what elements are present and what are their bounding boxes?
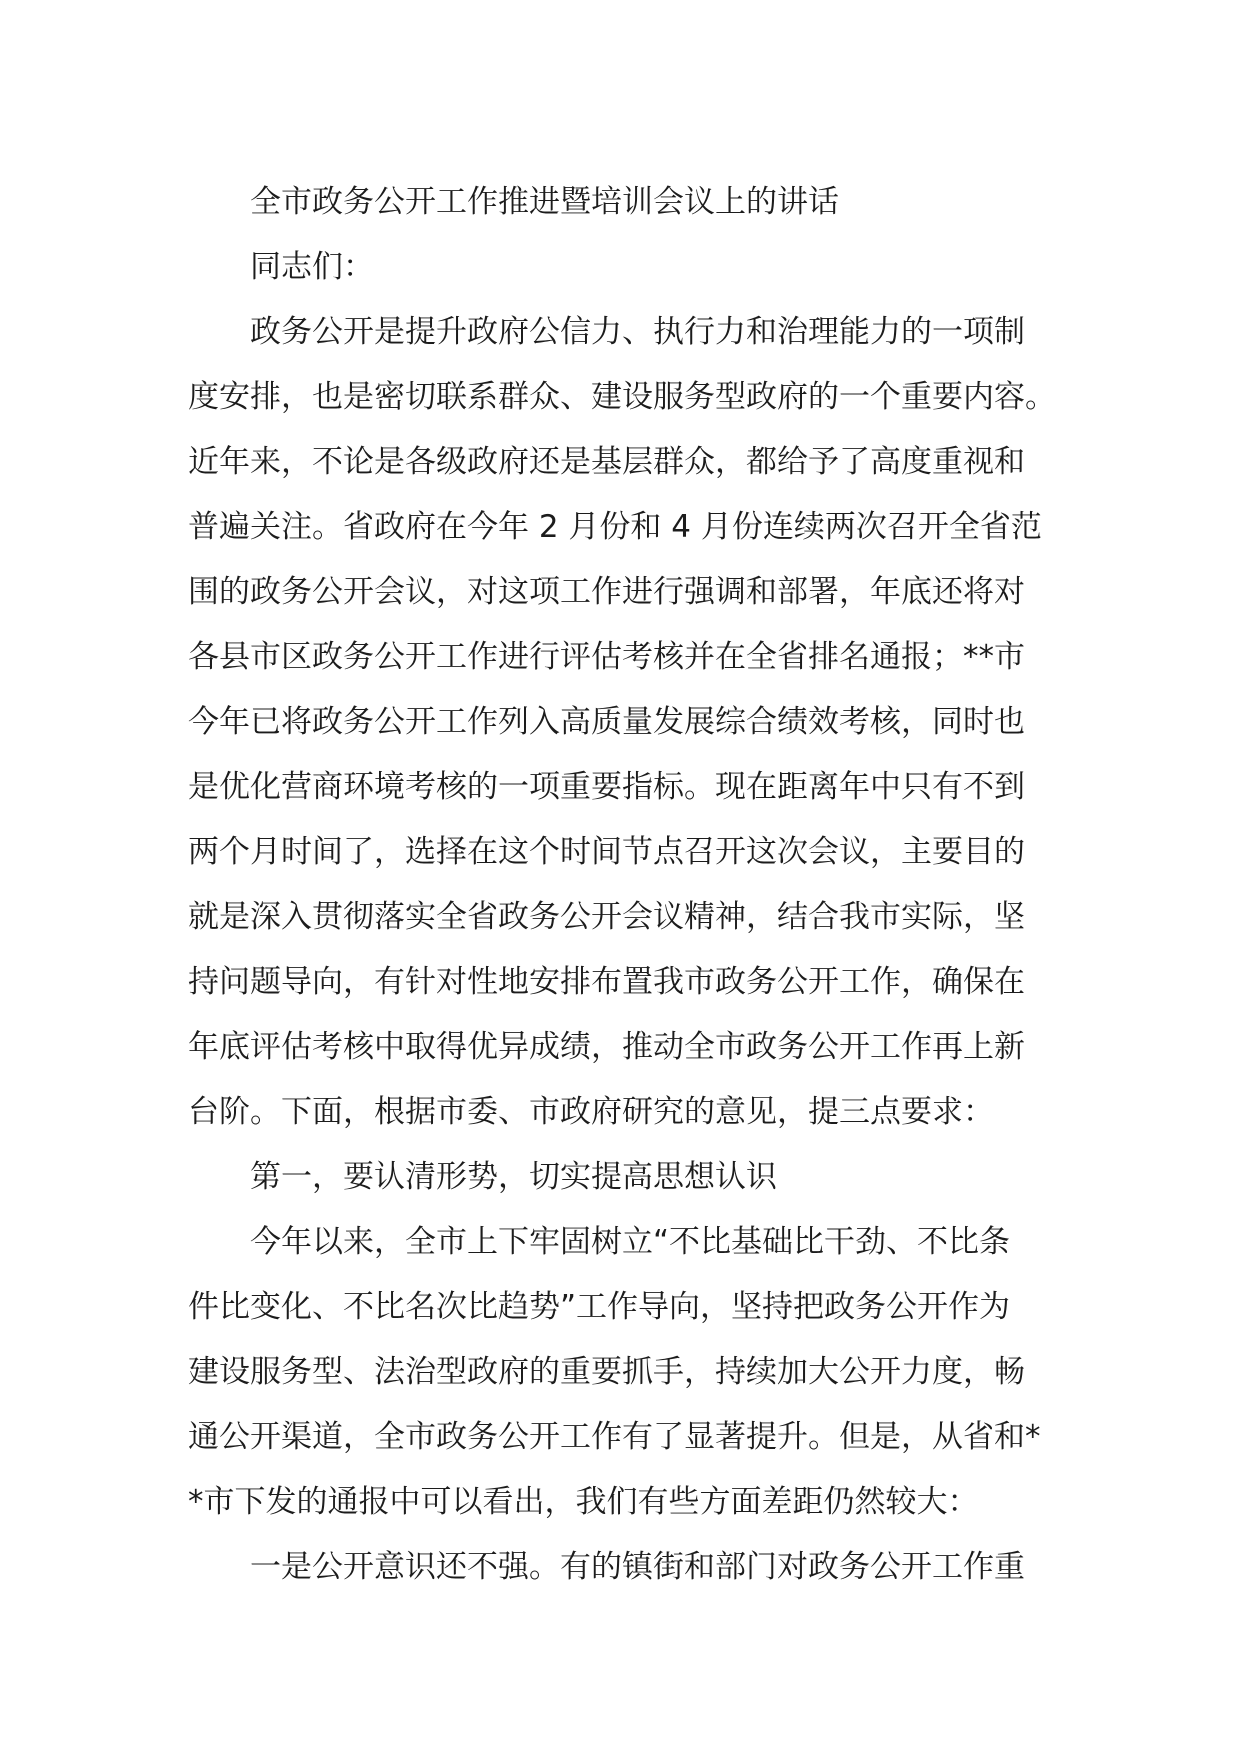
document-body (188, 170, 1054, 1600)
paragraph-line: 是优化营商环境考核的一项重要指标。现在距离年中只有不到 (188, 769, 1025, 805)
paragraph-line: 台阶。下面，根据市委、市政府研究的意见，提三点要求： (188, 1094, 994, 1130)
paragraph-line: 今年以来，全市上下牢固树立“不比基础比干劲、不比条 (250, 1224, 1011, 1260)
document-title: 全市政务公开工作推进暨培训会议上的讲话 (250, 184, 839, 220)
paragraph-line: 围的政务公开会议，对这项工作进行强调和部署，年底还将对 (188, 574, 1025, 610)
salutation: 同志们： (250, 249, 374, 285)
paragraph-line: 一是公开意识还不强。有的镇街和部门对政务公开工作重 (250, 1549, 1025, 1585)
paragraph-awareness (188, 1535, 1054, 1600)
paragraph-line: 普遍关注。省政府在今年 2 月份和 4 月份连续两次召开全省范 (188, 509, 1042, 545)
paragraph-line: 各县市区政务公开工作进行评估考核并在全省排名通报；**市 (188, 639, 1025, 675)
paragraph-line: 政务公开是提升政府公信力、执行力和治理能力的一项制 (250, 314, 1025, 350)
paragraph-line: 持问题导向，有针对性地安排布置我市政务公开工作，确保在 (188, 964, 1025, 1000)
section-heading: 第一，要认清形势，切实提高思想认识 (250, 1159, 777, 1195)
paragraph-line: 近年来，不论是各级政府还是基层群众，都给予了高度重视和 (188, 444, 1025, 480)
paragraph-line: 件比变化、不比名次比趋势”工作导向，坚持把政务公开作为 (188, 1289, 1011, 1325)
paragraph-line: 建设服务型、法治型政府的重要抓手，持续加大公开力度，畅 (188, 1354, 1025, 1390)
paragraph-situation (188, 1210, 1054, 1535)
paragraph-line: *市下发的通报中可以看出，我们有些方面差距仍然较大： (188, 1484, 979, 1520)
paragraph-line: 就是深入贯彻落实全省政务公开会议精神，结合我市实际，坚 (188, 899, 1025, 935)
paragraph-line: 年底评估考核中取得优异成绩，推动全市政务公开工作再上新 (188, 1029, 1025, 1065)
paragraph-line: 度安排，也是密切联系群众、建设服务型政府的一个重要内容。 (188, 379, 1056, 415)
paragraph-line: 两个月时间了，选择在这个时间节点召开这次会议，主要目的 (188, 834, 1025, 870)
paragraph-line: 通公开渠道，全市政务公开工作有了显著提升。但是，从省和* (188, 1419, 1041, 1455)
paragraph-intro (188, 300, 1054, 1145)
paragraph-line: 今年已将政务公开工作列入高质量发展综合绩效考核，同时也 (188, 704, 1025, 740)
